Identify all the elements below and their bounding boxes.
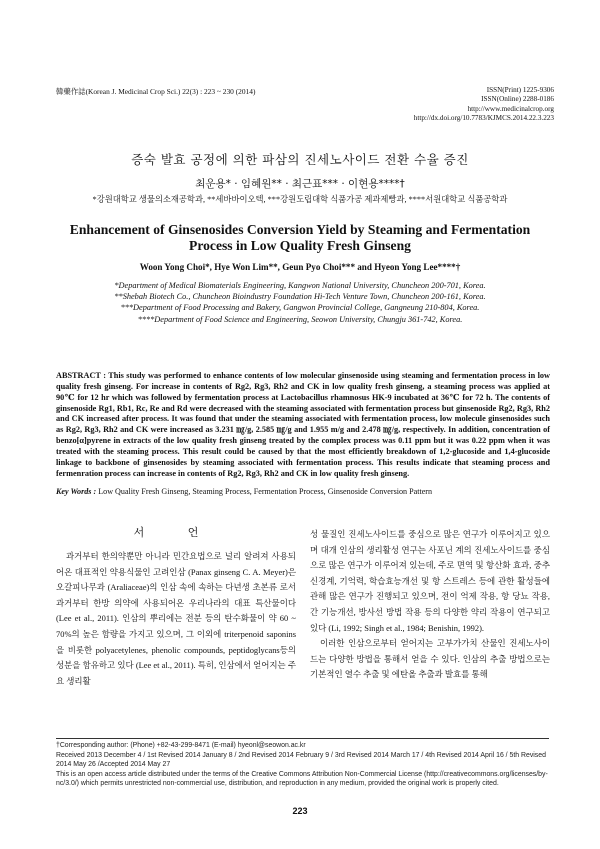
english-title: Enhancement of Ginsenosides Conversion Yield by Steaming and Fermentation Process in Low Quality Fresh Ginseng (69, 222, 531, 253)
corresponding-author: †Corresponding author: (Phone) +82-43-299-8471 (E-mail) hyeonl@seowon.ac.kr (56, 742, 306, 749)
received-dates: Received 2013 December 4 / 1st Revised 2014 January 8 / 2nd Revised 2014 February 9 / 3rd Revised 2014 March 17 / 4th Revised 2014 April 16 / 5th Revised 2014 May 26 /Accepted 2014 May 27 (56, 751, 546, 768)
body-paragraph: 이러한 인삼으로부터 얻어지는 고부가가치 산물인 진세노사이드는 다양한 방법을 통해서 얻을 수 있다. 인삼의 추출 방법으로는 기본적인 열수 추출 및 에탄올 추출과 발효를 통해 (310, 638, 550, 680)
affiliation-1: *Department of Medical Biomaterials Engineering, Kangwon National University, Chuncheon 200-701, Korea. (114, 281, 486, 290)
abstract-label: ABSTRACT : (56, 371, 109, 380)
korean-authors: 최운용* · 임혜원** · 최근표*** · 이현용****† (195, 178, 405, 190)
journal-url[interactable]: http://www.medicinalcrop.org (467, 104, 554, 113)
section-title-introduction: 서 언 (133, 526, 219, 539)
affiliation-2: **Shebah Biotech Co., Chuncheon Bioindustry Foundation Hi-Tech Venture Town, Chuncheon 200-161, Korea. (114, 292, 486, 302)
korean-affiliations: *강원대학교 생물의소재공학과, **세바바이오텍, ***강원도립대학 식품가공 제과제빵과, ****서원대학교 식품공학과 (92, 195, 508, 204)
korean-title: 증숙 발효 공정에 의한 파삼의 진세노사이드 전환 수율 증진 (131, 152, 469, 167)
english-authors: Woon Yong Choi*, Hye Won Lim**, Geun Pyo Choi*** and Hyeon Yong Lee****† (139, 262, 461, 272)
abstract-text: This study was performed to enhance contents of low molecular ginsenoside using steaming and fermentation process in low quality fresh ginseng. For increase in contents of Rg2, Rg3, Rh2 and CK in low quality fresh ginseng, a steaming process was applied at 90℃ for 12 hr which was followed by fermentation process at Lactobacillus rhamnosus HK-9 incubated at 36℃ for 72 h. The contents of ginsenoside Rg1, Rb1, Rc, Re and Rd were decreased with the steaming associated with fermentation process but ginsenoside Rg2, Rg3, Rh2 and CK increased after process. It was found that under the steaming associated with fermentation process, low molecule ginsenosides such as Rg2, Rg3, Rh2 and CK were increased as 3.231 ㎎/g, 2.585 ㎎/g and 1.955 m/g and 2.478 ㎎/g, respectively. In addition, concentration of benzo[α]pyrene in extracts of the low quality fresh ginseng treated by the complex process was 0.11 ppm but it was 0.22 ppm when it was treated with the steaming process. This result could be caused by that the most efficiently breakdown of 1,2-glucoside and 1,4-glucoside linkage to backbone of ginsenosides by steaming associated with fermentation process. This results indicate that steaming process and fermenration process can increase in contents of Rg2, Rg3, Rh2 and CK in low quality fresh ginseng. (56, 371, 550, 478)
journal-citation: 韓藥作誌(Korean J. Medicinal Crop Sci.) 22(3) : 223 ~ 230 (2014) (56, 87, 256, 96)
issn-online: ISSN(Online) 2288-0186 (481, 95, 554, 104)
license-text: This is an open access article distributed under the terms of the Creative Commons Attribution Non-Commercial License (http://creativecommons.org/licenses/by-nc/3.0/) which permits unrestricted non-commercial use, distribution, and reproduction in any medium, provided the original work is properly cited. (56, 770, 548, 787)
affiliation-3: ***Department of Food Processing and Bakery, Gangwon Provincial College, Gangneung 210-804, Korea. (120, 303, 480, 313)
issn-block (414, 86, 554, 124)
affiliation-4: ****Department of Food Science and Engineering, Seowon University, Chungju 361-742, Korea. (137, 314, 463, 324)
body-left-column (56, 549, 296, 689)
abstract (56, 371, 550, 479)
footnote-divider (56, 738, 549, 739)
keywords (56, 487, 550, 496)
footnote (56, 741, 550, 789)
body-paragraph: 성 물질인 진세노사이드를 중심으로 많은 연구가 이루어지고 있으며 대개 인삼의 생리활성 연구는 사포닌 계의 진세노사이드를 중심으로 많은 연구가 이루어져 있는데, 주로 면역 및 항산화 효과, 중추신경계, 기억력, 학습효능개선 및 항 스트레스 등에 관한 활성들에 관해 많은 연구가 진행되고 있으며, 전이 억제 작용, 항 당뇨 작용, 간 기능개선, 방사선 방법 작용 등의 다양한 약리 작용이 연구되고 있다 (Li, 1992; Singh et al., 1984; Benishin, 1992). (310, 529, 550, 633)
issn-print: ISSN(Print) 1225-9306 (486, 86, 554, 94)
body-right-column (310, 527, 550, 683)
english-affiliations (40, 280, 560, 325)
keywords-label: Key Words : (56, 487, 99, 496)
page-number: 223 (292, 806, 308, 816)
keywords-text: Low Quality Fresh Ginseng, Steaming Process, Fermentation Process, Ginsenoside Conversion Pattern (98, 487, 433, 496)
doi-link[interactable]: http://dx.doi.org/10.7783/KJMCS.2014.22.3.223 (413, 114, 554, 123)
body-paragraph: 과거부터 한의약뿐만 아니라 민간요법으로 널리 알려져 사용되어온 대표적인 약용식물인 고려인삼 (Panax ginseng C. A. Meyer)은 오갈피나무과 (Araliaceae)의 인삼 속에 속하는 다년생 초본류 로서 과거부터 한방 의약에 사용되어온 우리나라의 대표 특산물이다 (Lee et al., 2011). 인삼의 뿌리에는 전분 등의 탄수화물이 약 60 ~ 70%의 높은 함량을 가지고 있으며, 그 이외에 triterpenoid saponins을 비롯한 polyacetylenes, phenolic compounds, peptidoglycans등의 성분을 함유하고 있다 (Lee et al., 2011). 특히, 인삼에서 얻어지는 주요 생리활 (56, 551, 296, 686)
